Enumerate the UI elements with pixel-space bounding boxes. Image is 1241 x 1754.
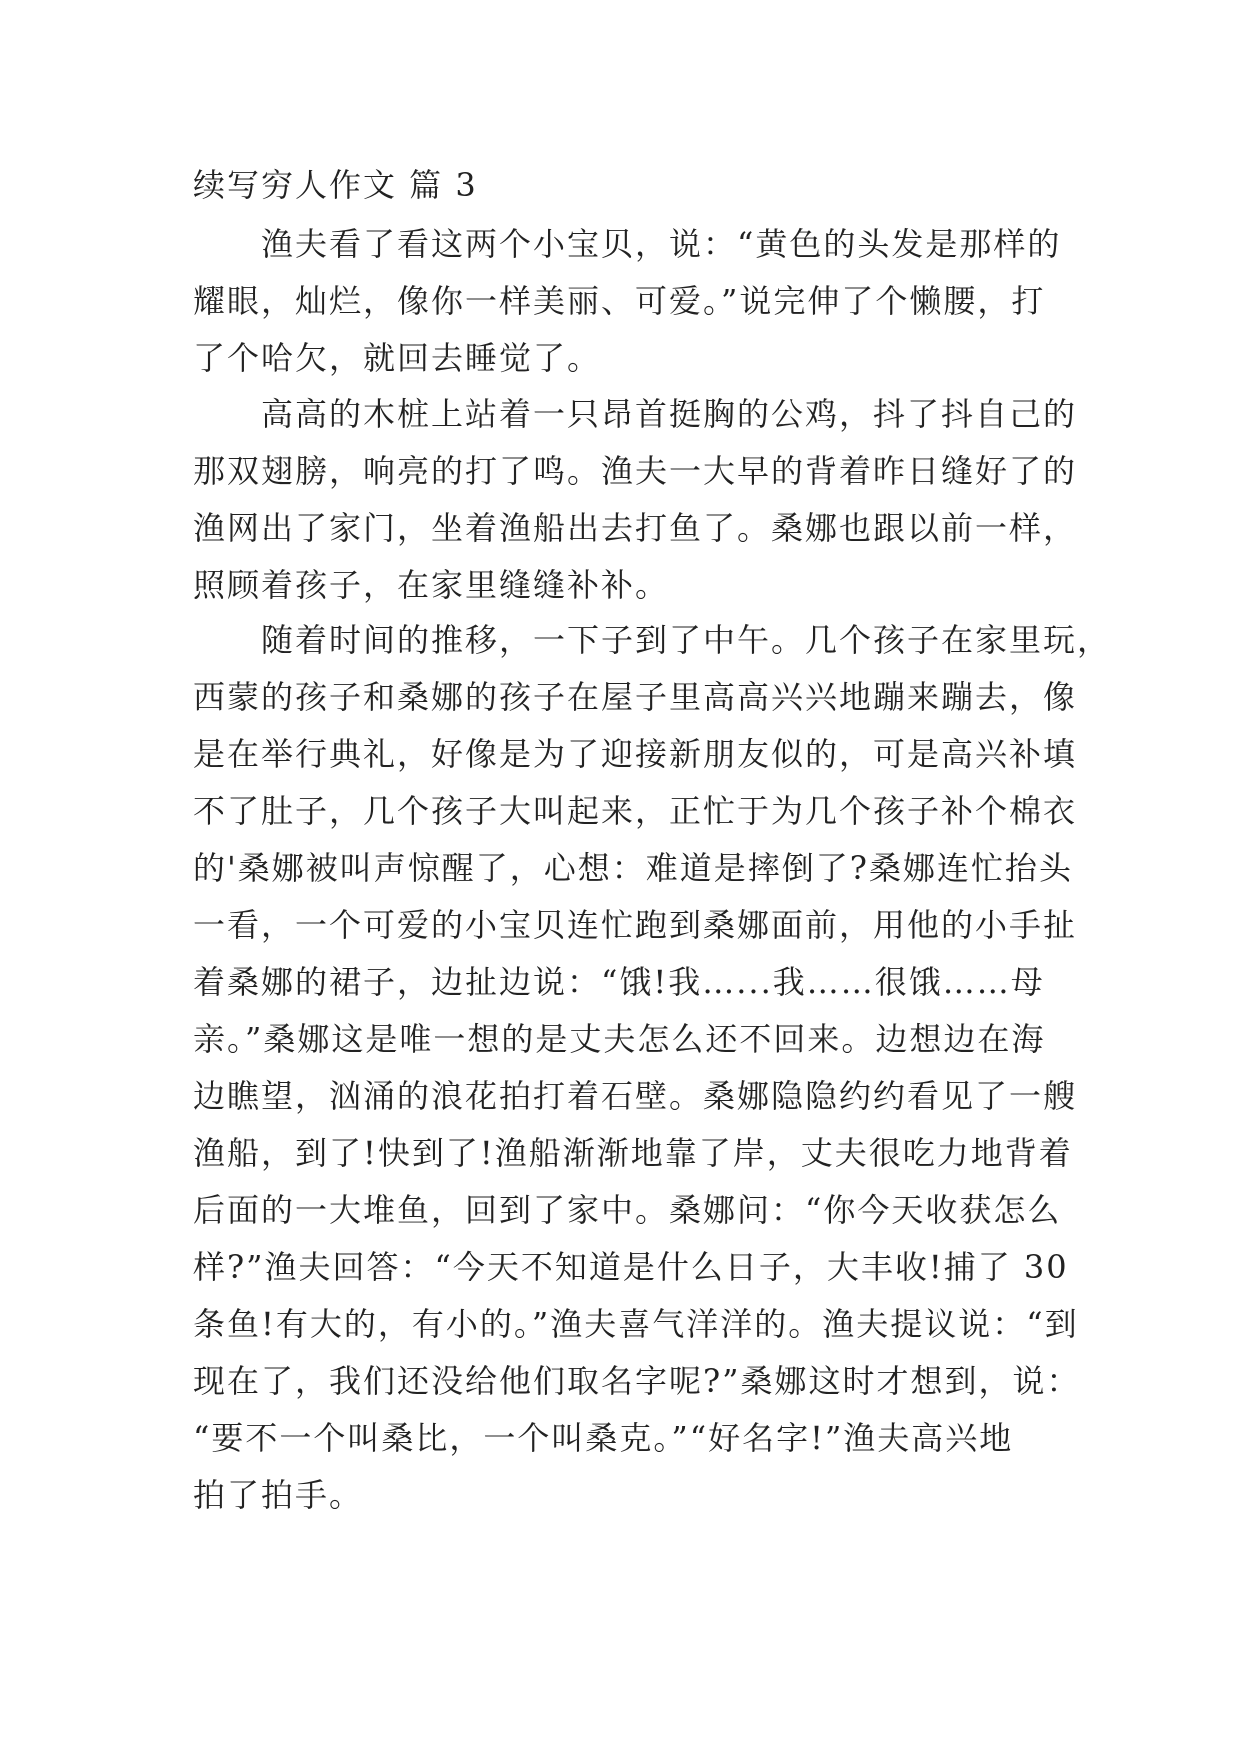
paragraph-line: 是在举行典礼，好像是为了迎接新朋友似的，可是高兴补填 bbox=[193, 735, 1078, 773]
paragraph-line: 的'桑娜被叫声惊醒了，心想：难道是摔倒了?桑娜连忙抬头 bbox=[193, 849, 1073, 887]
paragraph-line: 了个哈欠，就回去睡觉了。 bbox=[193, 339, 602, 377]
paragraph-line: 渔网出了家门，坐着渔船出去打鱼了。桑娜也跟以前一样， bbox=[193, 509, 1078, 547]
paragraph-line: 亲。”桑娜这是唯一想的是丈夫怎么还不回来。边想边在海 bbox=[193, 1020, 1046, 1058]
paragraph-line: 高高的木桩上站着一只昂首挺胸的公鸡，抖了抖自己的 bbox=[193, 395, 1078, 433]
paragraph-line: 渔船，到了!快到了!渔船渐渐地靠了岸，丈夫很吃力地背着 bbox=[193, 1134, 1073, 1172]
paragraph-line: 拍了拍手。 bbox=[193, 1476, 364, 1514]
paragraph-line: 现在了，我们还没给他们取名字呢?”桑娜这时才想到，说： bbox=[193, 1362, 1081, 1400]
paragraph-line: 着桑娜的裙子，边扯边说：“饿!我…...我……很饿……母 bbox=[193, 963, 1045, 1001]
paragraph-1 bbox=[193, 216, 1073, 387]
paragraph-line: 后面的一大堆鱼，回到了家中。桑娜问：“你今天收获怎么 bbox=[193, 1191, 1062, 1229]
paragraph-line: 随着时间的推移，一下子到了中午。几个孩子在家里玩， bbox=[193, 621, 1112, 659]
paragraph-line: 不了肚子，几个孩子大叫起来，正忙于为几个孩子补个棉衣 bbox=[193, 792, 1078, 830]
paragraph-line: 渔夫看了看这两个小宝贝，说：“黄色的头发是那样的 bbox=[193, 225, 1062, 263]
paragraph-line: 照顾着孩子，在家里缝缝补补。 bbox=[193, 566, 670, 604]
paragraph-line: 那双翅膀，响亮的打了鸣。渔夫一大早的背着昨日缝好了的 bbox=[193, 452, 1078, 490]
paragraph-line: 耀眼，灿烂，像你一样美丽、可爱。”说完伸了个懒腰，打 bbox=[193, 282, 1046, 320]
paragraph-line: 西蒙的孩子和桑娜的孩子在屋子里高高兴兴地蹦来蹦去，像 bbox=[193, 678, 1078, 716]
document-title: 续写穷人作文 篇 3 bbox=[193, 166, 478, 204]
paragraph-line: 一看，一个可爱的小宝贝连忙跑到桑娜面前，用他的小手扯 bbox=[193, 906, 1078, 944]
paragraph-2 bbox=[193, 386, 1078, 614]
paragraph-line: 边瞧望，汹涌的浪花拍打着石壁。桑娜隐隐约约看见了一艘 bbox=[193, 1077, 1078, 1115]
paragraph-line: 样?”渔夫回答：“今天不知道是什么日子，大丰收!捕了 30 bbox=[193, 1248, 1069, 1286]
paragraph-line: “要不一个叫桑比，一个叫桑克。”“好名字!”渔夫高兴地 bbox=[193, 1419, 1014, 1457]
paragraph-line: 条鱼!有大的，有小的。”渔夫喜气洋洋的。渔夫提议说：“到 bbox=[193, 1305, 1079, 1343]
paragraph-3 bbox=[193, 612, 1112, 1524]
